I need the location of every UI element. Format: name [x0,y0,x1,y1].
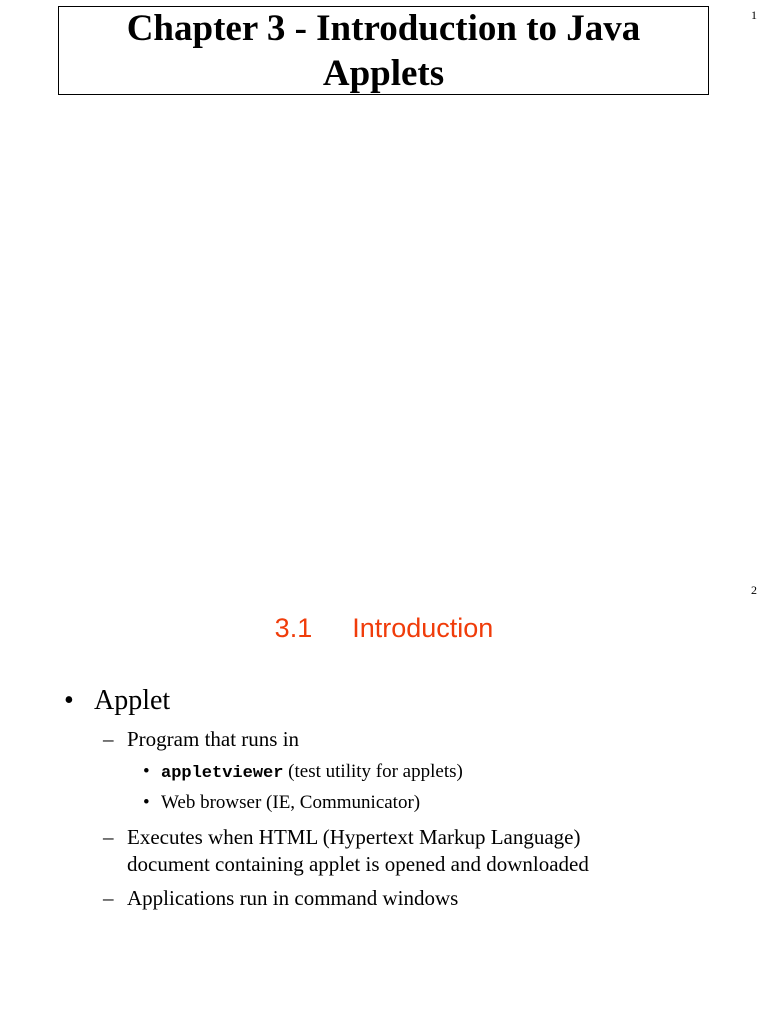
bullet-icon: • [64,685,74,716]
chapter-title: Chapter 3 - Introduction to Java Applets [126,7,641,94]
list-item-text: Program that runs in [127,727,300,751]
bullet-applet [64,683,170,719]
list-item [103,824,589,878]
list-item-text: (test utility for applets) [283,761,463,782]
list-item-text: Executes when HTML (Hypertext Markup Language) [127,825,581,849]
list-item [103,885,458,912]
list-item [143,760,463,786]
dash-icon: – [103,825,114,849]
code-text: appletviewer [161,764,284,783]
list-item [103,726,299,753]
section-heading [0,611,768,645]
section-title: Introduction [352,613,494,643]
list-item-text: Applications run in command windows [127,886,459,910]
list-item [143,791,420,815]
dash-icon: – [103,727,114,751]
bullet-icon: • [143,761,150,782]
list-item-text: Web browser (IE, Communicator) [161,792,421,813]
chapter-title-box [58,6,709,95]
bullet-label: Applet [94,685,171,716]
bullet-icon: • [143,792,150,813]
section-number: 3.1 [274,613,313,643]
list-item-text-continued: document containing applet is opened and downloaded [127,852,589,876]
dash-icon: – [103,886,114,910]
page-number: 1 [751,8,757,22]
page-number: 2 [751,583,757,597]
